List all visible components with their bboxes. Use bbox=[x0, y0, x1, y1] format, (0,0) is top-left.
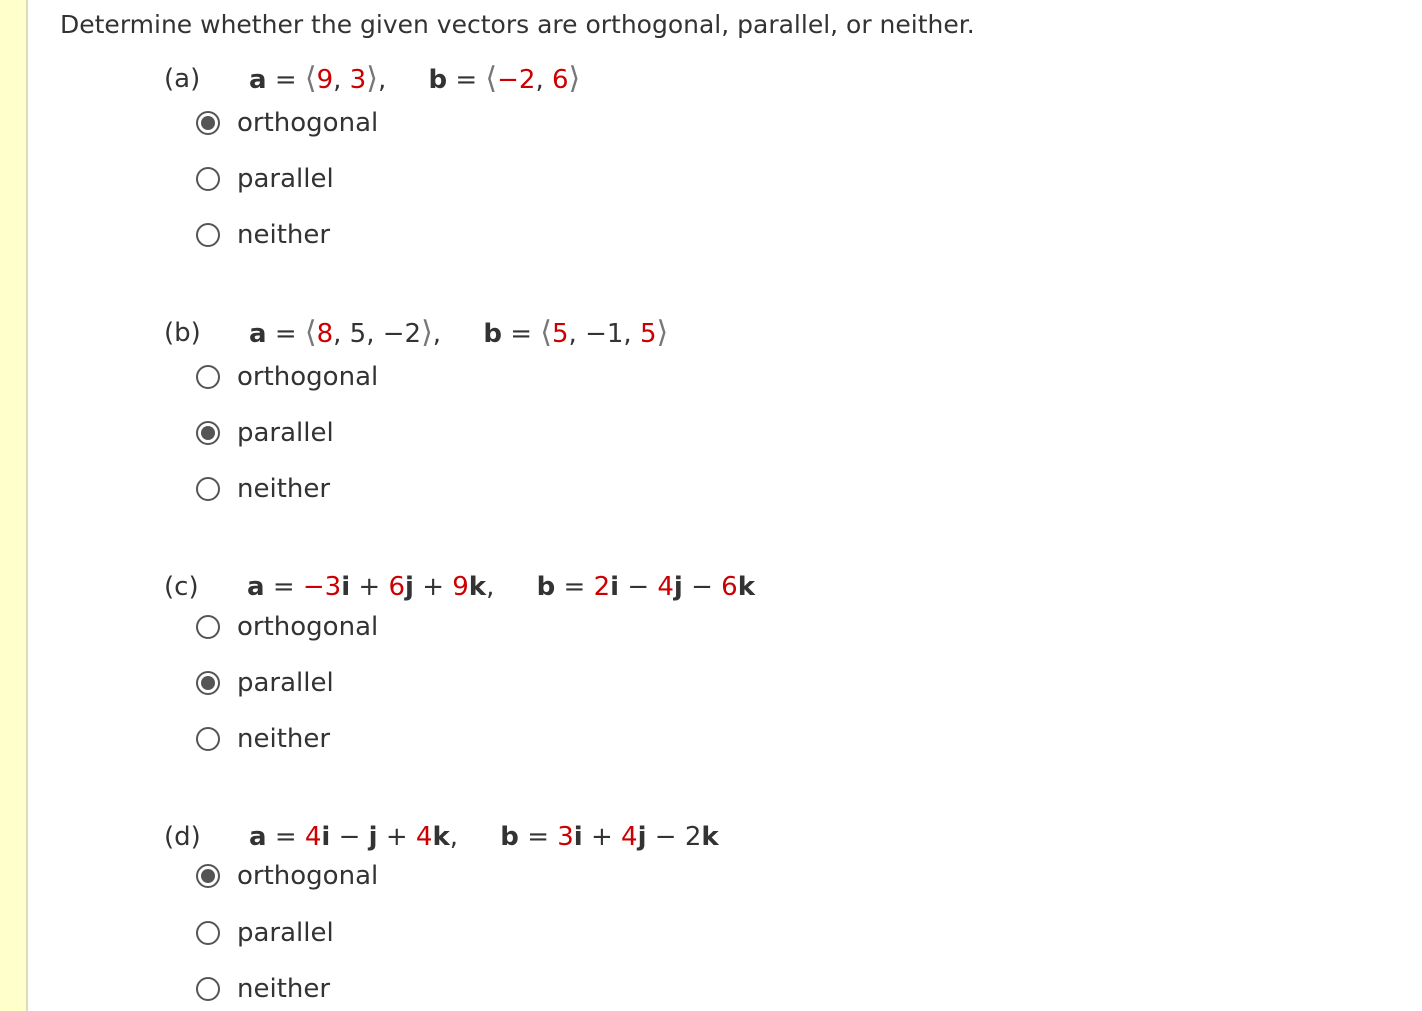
equals-sign: = bbox=[274, 822, 297, 852]
separator: , bbox=[449, 822, 459, 852]
radio-button[interactable] bbox=[196, 977, 220, 1001]
side-stripe bbox=[0, 0, 28, 1011]
separator: , bbox=[333, 319, 342, 349]
part-c-option-neither[interactable] bbox=[196, 722, 330, 756]
coefficient: 6 bbox=[721, 572, 738, 602]
component: 6 bbox=[552, 65, 569, 95]
radio-button[interactable] bbox=[196, 223, 220, 247]
component: −1 bbox=[585, 319, 624, 349]
option-label: parallel bbox=[237, 918, 334, 948]
close-bracket: ⟩ bbox=[366, 61, 378, 96]
part-d-option-orthogonal[interactable] bbox=[196, 859, 378, 893]
vector-a-name: a bbox=[249, 65, 267, 95]
part-d-option-neither[interactable] bbox=[196, 972, 330, 1006]
operator: − bbox=[654, 822, 677, 852]
operator: + bbox=[385, 822, 408, 852]
part-b-vectors bbox=[249, 316, 668, 351]
question-prompt: Determine whether the given vectors are orthogonal, parallel, or neither. bbox=[60, 10, 975, 39]
vector-b-name: b bbox=[428, 65, 448, 95]
unit-vector: k bbox=[432, 822, 450, 852]
part-a-option-parallel[interactable] bbox=[196, 162, 334, 196]
equals-sign: = bbox=[527, 822, 549, 852]
radio-button[interactable] bbox=[196, 477, 220, 501]
equals-sign: = bbox=[272, 572, 295, 602]
component: 5 bbox=[639, 319, 657, 349]
component: 9 bbox=[316, 65, 334, 95]
option-label: parallel bbox=[237, 668, 334, 698]
coefficient: 2 bbox=[593, 572, 611, 602]
unit-vector: i bbox=[341, 572, 351, 602]
separator: , bbox=[432, 319, 442, 349]
vector-a-name: a bbox=[249, 319, 267, 349]
radio-button[interactable] bbox=[196, 365, 220, 389]
option-label: orthogonal bbox=[237, 108, 379, 138]
component: 8 bbox=[316, 319, 334, 349]
radio-button[interactable] bbox=[196, 727, 220, 751]
equals-sign: = bbox=[274, 319, 297, 349]
radio-button[interactable] bbox=[196, 921, 220, 945]
coefficient: −3 bbox=[302, 572, 342, 602]
part-c-label: (c) bbox=[164, 572, 199, 602]
option-label: neither bbox=[237, 724, 331, 754]
separator: , bbox=[535, 65, 544, 95]
unit-vector: j bbox=[368, 822, 378, 852]
option-label: neither bbox=[237, 974, 331, 1004]
option-label: parallel bbox=[237, 418, 334, 448]
unit-vector: j bbox=[637, 822, 647, 852]
unit-vector: k bbox=[737, 572, 756, 602]
close-bracket: ⟩ bbox=[568, 61, 581, 96]
open-bracket: ⟨ bbox=[304, 315, 317, 350]
vector-a-name: a bbox=[249, 822, 267, 852]
radio-button-selected[interactable] bbox=[196, 864, 220, 888]
unit-vector: i bbox=[610, 572, 620, 602]
component: 5 bbox=[552, 319, 569, 349]
part-b-label: (b) bbox=[164, 318, 201, 348]
component: −2 bbox=[382, 319, 422, 349]
part-b-option-orthogonal[interactable] bbox=[196, 360, 378, 394]
coefficient: 4 bbox=[415, 822, 433, 852]
coefficient: 6 bbox=[388, 572, 405, 602]
separator: , bbox=[333, 65, 342, 95]
unit-vector: k bbox=[468, 572, 487, 602]
separator: , bbox=[623, 319, 632, 349]
radio-button[interactable] bbox=[196, 167, 220, 191]
part-d-vectors bbox=[249, 820, 719, 854]
operator: − bbox=[627, 572, 650, 602]
close-bracket: ⟩ bbox=[656, 315, 669, 350]
vector-b-name: b bbox=[536, 572, 556, 602]
radio-button[interactable] bbox=[196, 615, 220, 639]
coefficient: 4 bbox=[304, 822, 322, 852]
radio-button-selected[interactable] bbox=[196, 671, 220, 695]
vector-a-name: a bbox=[247, 572, 265, 602]
component: 3 bbox=[349, 65, 367, 95]
operator: − bbox=[338, 822, 361, 852]
option-label: orthogonal bbox=[237, 612, 379, 642]
part-a-label: (a) bbox=[164, 64, 201, 94]
option-label: parallel bbox=[237, 164, 334, 194]
operator: + bbox=[358, 572, 381, 602]
open-bracket: ⟨ bbox=[485, 61, 498, 96]
option-label: neither bbox=[237, 220, 331, 250]
open-bracket: ⟨ bbox=[304, 61, 317, 96]
coefficient: 2 bbox=[684, 822, 702, 852]
coefficient: 4 bbox=[657, 572, 674, 602]
option-label: neither bbox=[237, 474, 331, 504]
separator: , bbox=[366, 319, 375, 349]
part-d-label: (d) bbox=[164, 822, 201, 852]
unit-vector: k bbox=[701, 822, 719, 852]
radio-button-selected[interactable] bbox=[196, 111, 220, 135]
part-b-option-neither[interactable] bbox=[196, 472, 330, 506]
part-b-option-parallel[interactable] bbox=[196, 416, 334, 450]
unit-vector: j bbox=[673, 572, 683, 602]
open-bracket: ⟨ bbox=[540, 315, 552, 350]
unit-vector: i bbox=[573, 822, 583, 852]
option-label: orthogonal bbox=[237, 362, 379, 392]
operator: + bbox=[590, 822, 613, 852]
equals-sign: = bbox=[510, 319, 533, 349]
part-d-option-parallel[interactable] bbox=[196, 916, 334, 950]
part-a-vectors bbox=[249, 62, 580, 97]
separator: , bbox=[568, 319, 577, 349]
vector-b-name: b bbox=[483, 319, 502, 349]
equals-sign: = bbox=[274, 65, 297, 95]
radio-button-selected[interactable] bbox=[196, 421, 220, 445]
coefficient: 4 bbox=[621, 822, 638, 852]
equals-sign: = bbox=[563, 572, 586, 602]
part-c-option-parallel[interactable] bbox=[196, 666, 334, 700]
close-bracket: ⟩ bbox=[421, 315, 433, 350]
equals-sign: = bbox=[455, 65, 478, 95]
vector-b-name: b bbox=[500, 822, 519, 852]
operator: + bbox=[422, 572, 444, 602]
component: −2 bbox=[497, 65, 536, 95]
part-a-option-neither[interactable] bbox=[196, 218, 330, 252]
part-c-option-orthogonal[interactable] bbox=[196, 610, 378, 644]
separator: , bbox=[377, 65, 387, 95]
option-label: orthogonal bbox=[237, 861, 379, 891]
coefficient: 9 bbox=[452, 572, 469, 602]
unit-vector: j bbox=[405, 572, 414, 602]
component: 5 bbox=[349, 319, 367, 349]
part-c-vectors bbox=[247, 570, 755, 604]
coefficient: 3 bbox=[557, 822, 574, 852]
unit-vector: i bbox=[321, 822, 331, 852]
operator: − bbox=[691, 572, 713, 602]
separator: , bbox=[486, 572, 495, 602]
part-a-option-orthogonal[interactable] bbox=[196, 106, 378, 140]
